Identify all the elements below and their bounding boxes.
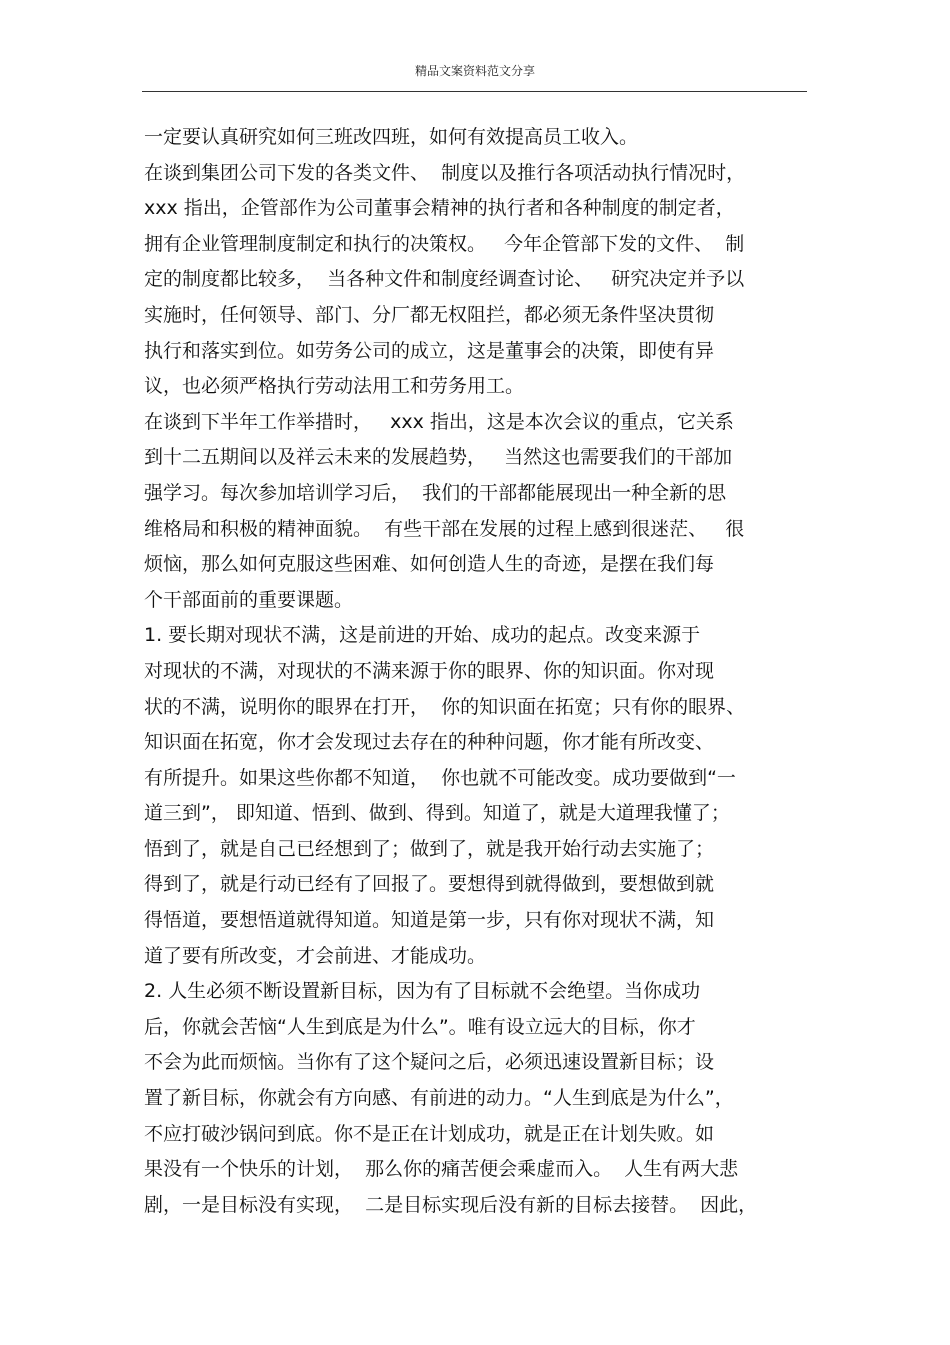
page-header: 精品文案资料范文分享 xyxy=(414,64,535,78)
document-body xyxy=(144,120,814,1223)
text-line: 维格局和积极的精神面貌。 有些干部在发展的过程上感到很迷茫、 很 xyxy=(144,517,745,540)
text-line: 不会为此而烦恼。当你有了这个疑问之后，必须迅速设置新目标；设 xyxy=(144,1051,715,1074)
text-line: 有所提升。如果这些你都不知道， 你也就不可能改变。成功要做到“一 xyxy=(144,766,736,789)
text-line: 后，你就会苦恼“人生到底是为什么”。唯有设立远大的目标，你才 xyxy=(144,1015,696,1038)
text-line: 悟到了，就是自己已经想到了；做到了，就是我开始行动去实施了； xyxy=(144,837,715,860)
header-divider xyxy=(142,91,807,92)
text-line: 个干部面前的重要课题。 xyxy=(144,588,354,611)
text-line: 2. 人生必须不断设置新目标，因为有了目标就不会绝望。当你成功 xyxy=(144,980,701,1003)
text-line: 烦恼，那么如何克服这些困难、如何创造人生的奇迹，是摆在我们每 xyxy=(144,553,715,576)
text-line: 在谈到集团公司下发的各类文件、 制度以及推行各项活动执行情况时， xyxy=(144,161,746,184)
text-line: 强学习。每次参加培训学习后， 我们的干部都能展现出一种全新的思 xyxy=(144,481,727,504)
text-line: 得悟道，要想悟道就得知道。知道是第一步，只有你对现状不满，知 xyxy=(144,909,715,932)
text-line: 状的不满，说明你的眼界在打开， 你的知识面在拓宽；只有你的眼界、 xyxy=(144,695,746,718)
text-line: 一定要认真研究如何三班改四班，如何有效提高员工收入。 xyxy=(144,126,639,148)
text-line: 1. 要长期对现状不满，这是前进的开始、成功的起点。改变来源于 xyxy=(144,624,701,647)
text-line: xxx 指出，企管部作为公司董事会精神的执行者和各种制度的制定者， xyxy=(144,197,735,220)
text-line: 知识面在拓宽，你才会发现过去存在的种种问题，你才能有所改变、 xyxy=(144,731,715,754)
text-line: 剧，一是目标没有实现， 二是目标实现后没有新的目标去接替。 因此， xyxy=(144,1193,758,1216)
text-line: 议，也必须严格执行劳动法用工和劳务用工。 xyxy=(144,375,525,398)
text-line: 道了要有所改变，才会前进、才能成功。 xyxy=(144,944,487,967)
text-line: 在谈到下半年工作举措时， xxx 指出，这是本次会议的重点，它关系 xyxy=(144,410,734,433)
text-line: 到十二五期间以及祥云未来的发展趋势， 当然这也需要我们的干部加 xyxy=(144,446,733,469)
text-line: 定的制度都比较多， 当各种文件和制度经调查讨论、 研究决定并予以 xyxy=(144,268,745,291)
text-line: 得到了，就是行动已经有了回报了。要想得到就得做到，要想做到就 xyxy=(144,873,715,896)
text-line: 不应打破沙锅问到底。你不是正在计划成功，就是正在计划失败。如 xyxy=(144,1122,715,1145)
text-line: 置了新目标，你就会有方向感、有前进的动力。“人生到底是为什么”， xyxy=(144,1087,734,1110)
text-line: 实施时，任何领导、部门、分厂都无权阻拦，都必须无条件坚决贯彻 xyxy=(144,303,715,326)
text-line: 道三到”， 即知道、悟到、做到、得到。知道了，就是大道理我懂了； xyxy=(144,802,730,825)
text-line: 拥有企业管理制度制定和执行的决策权。 今年企管部下发的文件、 制 xyxy=(144,232,745,255)
text-line: 果没有一个快乐的计划， 那么你的痛苦便会乘虚而入。 人生有两大悲 xyxy=(144,1158,739,1181)
text-line: 执行和落实到位。如劳务公司的成立，这是董事会的决策，即使有异 xyxy=(144,339,715,362)
text-line: 对现状的不满，对现状的不满来源于你的眼界、你的知识面。你对现 xyxy=(144,659,715,682)
